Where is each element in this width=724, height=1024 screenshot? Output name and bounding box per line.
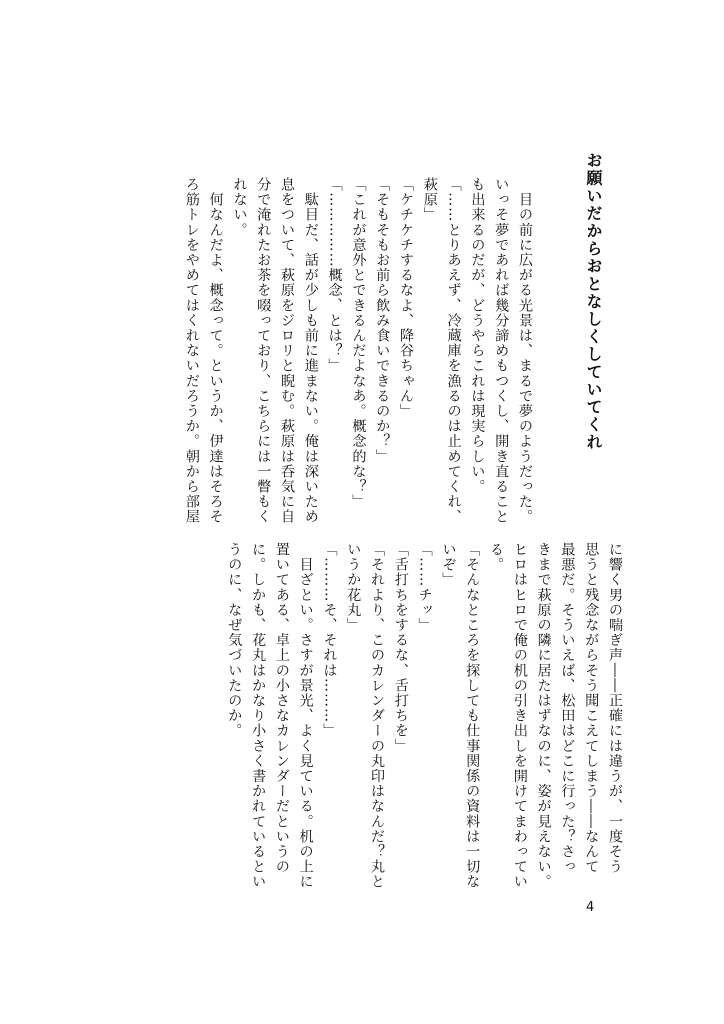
upper-text-block (96, 177, 536, 525)
text-column: も出来るのだが、どうやらこれは現実らしい。 (469, 177, 486, 495)
text-column: 最悪だ。そういえば、松田はどこに行った？さっ (559, 542, 576, 875)
text-column: 萩原」 (421, 177, 438, 223)
text-column: ろ筋トレをやめてはくれないだろうか。朝から部屋 (183, 177, 200, 525)
text-column: に響く男の喘ぎ声――正確には違うが、一度そう (607, 542, 623, 875)
page-number: 4 (586, 900, 595, 915)
text-column: 目ざとい。さすが景光、よく見ている。机の上に (297, 542, 314, 890)
lower-text-block (96, 542, 626, 890)
text-column: 駄目だ、話が少しも前に進まない。俺は深いため (302, 177, 319, 525)
text-column: きまで萩原の隣に居たはずなのに、姿が見えない。 (535, 542, 552, 890)
text-column: 「これが意外とできるんだよなあ。概念的な？」 (350, 177, 367, 510)
text-column: 分で淹れたお茶を啜っており、こちらには一瞥もく (255, 177, 272, 525)
text-column: 「ケチケチするなよ、降谷ちゃん」 (398, 177, 415, 419)
text-column: いぞ」 (440, 542, 457, 588)
text-column: 「……………概念、とは？」 (326, 177, 343, 374)
text-column: 「……とりあえず、冷蔵庫を漁るのは止めてくれ、 (445, 177, 462, 525)
text-column: 「それより、このカレンダーの丸印はなんだ？丸と (369, 542, 386, 890)
text-column: 目の前に広がる光景は、まるで夢のようだった。 (517, 177, 533, 525)
text-column: うのに、なぜ気づいたのか。 (226, 542, 243, 739)
text-column: 「……チッ」 (416, 542, 433, 633)
text-column: れない。 (231, 177, 248, 238)
text-column: ヒロはヒロで俺の机の引き出しを開けてまわってい (511, 542, 528, 890)
text-column: る。 (488, 542, 505, 573)
text-column: 何なんだよ、概念って。というか、伊達はそろそ (207, 177, 224, 525)
chapter-title: お願いだからおとなしくしていてくれ (584, 152, 603, 452)
text-column: に。しかも、花丸はかなり小さく書かれているとい (250, 542, 267, 890)
text-column: 置いてある、卓上の小さなカレンダーだというの (273, 542, 290, 875)
text-column: いうか花丸」 (345, 542, 362, 633)
text-column: 思うと残念ながらそう聞こえてしまう――なんて (583, 542, 600, 875)
text-column: 「そんなところを探しても仕事関係の資料は一切な (464, 542, 481, 890)
text-column: いっそ夢であれば幾分諦めもつくし、開き直ること (493, 177, 510, 525)
text-column: 「そもそもお前ら飲み食いできるのか？」 (374, 177, 391, 464)
text-column: 「舌打ちをするな、舌打ちを」 (392, 542, 409, 754)
text-column: 「………そ、それは………」 (321, 542, 338, 739)
text-column: 息をついて、萩原をジロリと睨む。萩原は呑気に自 (279, 177, 296, 525)
